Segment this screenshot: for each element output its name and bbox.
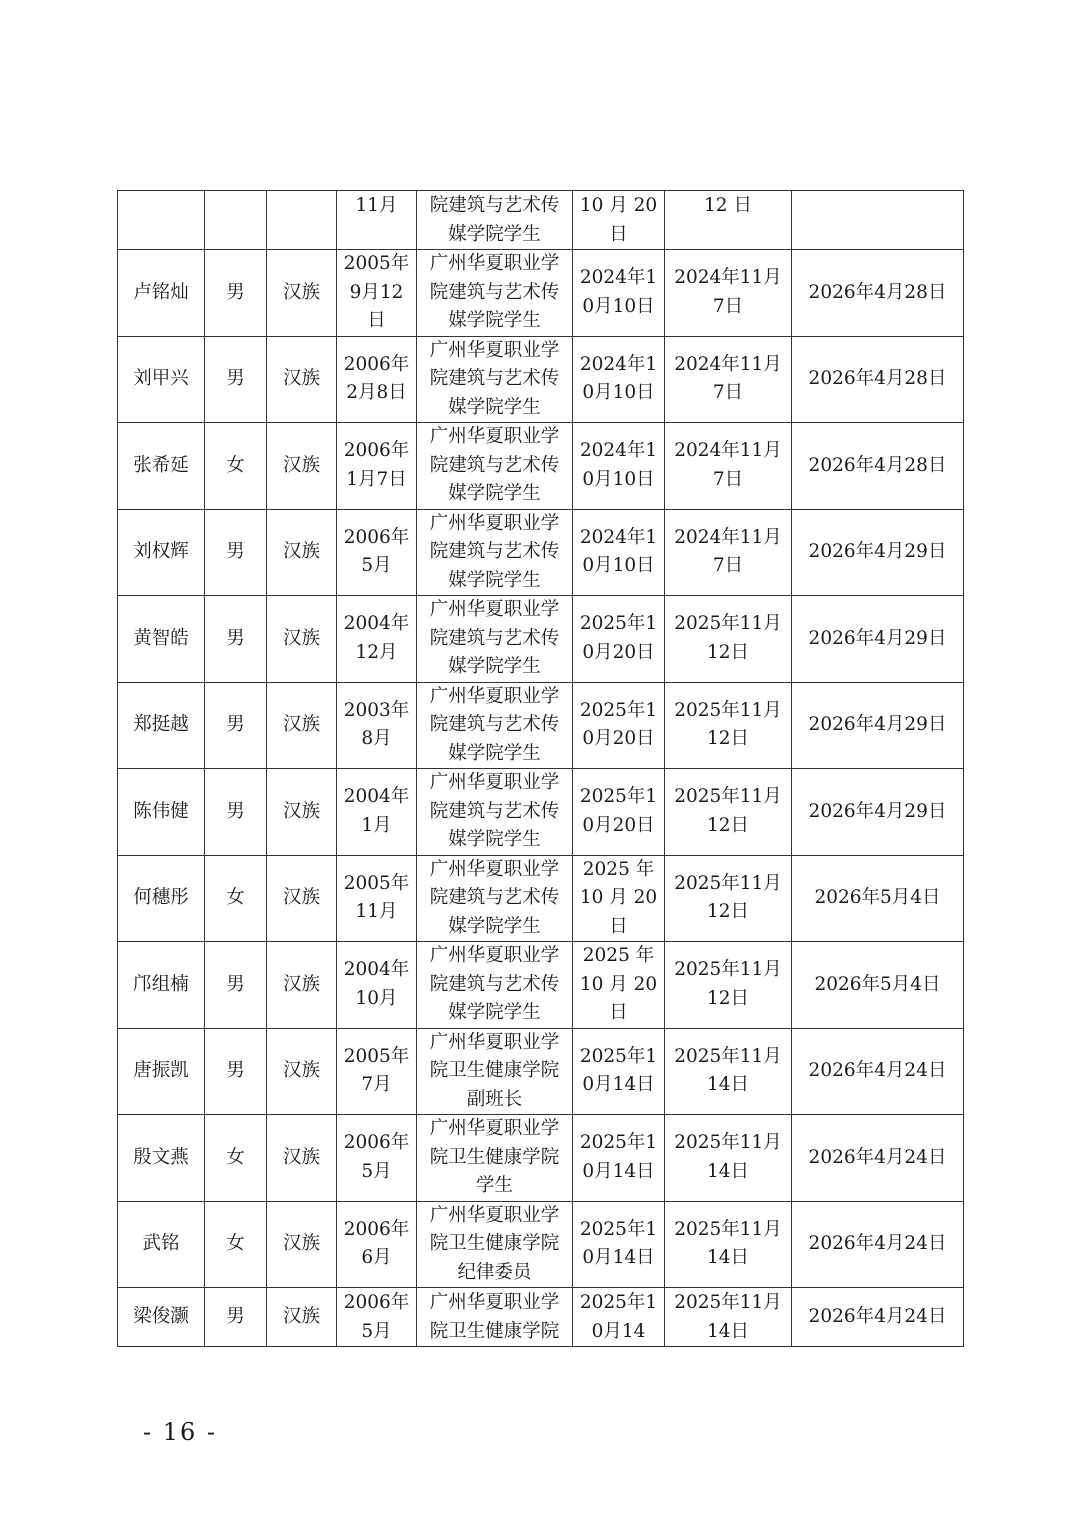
table-row [118,1201,964,1288]
cell-activist-date: 2025年11月12日 [665,769,792,856]
cell-application-date: 2025年10月14日 [573,1201,665,1288]
cell-name: 郑挺越 [118,682,205,769]
cell-birth-date: 2006年1月7日 [337,423,417,510]
cell-name: 唐振凯 [118,1028,205,1115]
cell-application-date: 2025 年 10 月 20 日 [573,942,665,1029]
cell-application-date: 2024年10月10日 [573,509,665,596]
cell-ethnicity: 汉族 [267,509,337,596]
cell-ethnicity: 汉族 [267,336,337,423]
cell-identity: 广州华夏职业学院建筑与艺术传媒学院学生 [417,682,573,769]
cell-completion-date: 2026年5月4日 [792,855,964,942]
cell-gender: 男 [205,596,267,683]
cell-birth-date: 2005年9月12日 [337,250,417,337]
cell-application-date: 2024年10月10日 [573,250,665,337]
cell-birth-date: 2004年12月 [337,596,417,683]
cell-birth-date: 11月 [337,191,417,250]
cell-completion-date: 2026年4月29日 [792,509,964,596]
table-row [118,682,964,769]
cell-birth-date: 2005年11月 [337,855,417,942]
cell-gender [205,191,267,250]
cell-identity: 广州华夏职业学院建筑与艺术传媒学院学生 [417,250,573,337]
cell-application-date: 2025年10月20日 [573,596,665,683]
cell-identity: 院建筑与艺术传媒学院学生 [417,191,573,250]
cell-activist-date: 2025年11月12日 [665,855,792,942]
table-body [118,191,964,1347]
cell-gender: 男 [205,769,267,856]
cell-gender: 女 [205,1115,267,1202]
cell-application-date: 2025年10月20日 [573,682,665,769]
cell-ethnicity: 汉族 [267,682,337,769]
cell-name [118,191,205,250]
cell-identity: 广州华夏职业学院卫生健康学院副班长 [417,1028,573,1115]
cell-activist-date: 2024年11月7日 [665,509,792,596]
cell-gender: 女 [205,1201,267,1288]
cell-ethnicity [267,191,337,250]
cell-name: 张希延 [118,423,205,510]
cell-activist-date: 2025年11月14日 [665,1288,792,1347]
cell-activist-date: 2024年11月7日 [665,423,792,510]
cell-birth-date: 2006年5月 [337,509,417,596]
cell-ethnicity: 汉族 [267,250,337,337]
cell-activist-date: 2025年11月12日 [665,596,792,683]
cell-application-date: 2025年10月14日 [573,1028,665,1115]
cell-completion-date: 2026年5月4日 [792,942,964,1029]
cell-completion-date: 2026年4月24日 [792,1115,964,1202]
cell-birth-date: 2006年6月 [337,1201,417,1288]
cell-gender: 男 [205,942,267,1029]
cell-ethnicity: 汉族 [267,1028,337,1115]
cell-identity: 广州华夏职业学院建筑与艺术传媒学院学生 [417,509,573,596]
cell-gender: 男 [205,336,267,423]
cell-identity: 广州华夏职业学院建筑与艺术传媒学院学生 [417,596,573,683]
cell-ethnicity: 汉族 [267,423,337,510]
cell-completion-date: 2026年4月28日 [792,336,964,423]
cell-name: 梁俊灏 [118,1288,205,1347]
cell-birth-date: 2006年2月8日 [337,336,417,423]
cell-identity: 广州华夏职业学院卫生健康学院学生 [417,1115,573,1202]
cell-name: 刘甲兴 [118,336,205,423]
table-row [118,942,964,1029]
cell-application-date: 2025年10月14 [573,1288,665,1347]
cell-activist-date: 12 日 [665,191,792,250]
cell-completion-date: 2026年4月28日 [792,423,964,510]
cell-name: 邝组楠 [118,942,205,1029]
cell-completion-date [792,191,964,250]
cell-identity: 广州华夏职业学院卫生健康学院 [417,1288,573,1347]
cell-name: 陈伟健 [118,769,205,856]
cell-activist-date: 2025年11月14日 [665,1028,792,1115]
table-row [118,855,964,942]
cell-activist-date: 2025年11月12日 [665,682,792,769]
cell-activist-date: 2025年11月14日 [665,1201,792,1288]
cell-name: 武铭 [118,1201,205,1288]
cell-completion-date: 2026年4月24日 [792,1201,964,1288]
cell-application-date: 10 月 20 日 [573,191,665,250]
cell-completion-date: 2026年4月29日 [792,682,964,769]
table-row [118,336,964,423]
cell-gender: 男 [205,1028,267,1115]
cell-gender: 男 [205,509,267,596]
cell-name: 何穗彤 [118,855,205,942]
cell-completion-date: 2026年4月24日 [792,1028,964,1115]
cell-activist-date: 2025年11月12日 [665,942,792,1029]
cell-identity: 广州华夏职业学院建筑与艺术传媒学院学生 [417,855,573,942]
cell-gender: 男 [205,682,267,769]
cell-application-date: 2024年10月10日 [573,336,665,423]
cell-activist-date: 2024年11月7日 [665,250,792,337]
cell-identity: 广州华夏职业学院建筑与艺术传媒学院学生 [417,336,573,423]
table-row [118,769,964,856]
cell-birth-date: 2005年7月 [337,1028,417,1115]
cell-identity: 广州华夏职业学院卫生健康学院纪律委员 [417,1201,573,1288]
cell-ethnicity: 汉族 [267,942,337,1029]
table-row [118,1115,964,1202]
cell-birth-date: 2004年10月 [337,942,417,1029]
cell-completion-date: 2026年4月28日 [792,250,964,337]
cell-ethnicity: 汉族 [267,596,337,683]
table-row [118,509,964,596]
cell-completion-date: 2026年4月29日 [792,596,964,683]
cell-gender: 女 [205,423,267,510]
cell-application-date: 2025年10月14日 [573,1115,665,1202]
cell-activist-date: 2025年11月14日 [665,1115,792,1202]
table-row [118,423,964,510]
cell-birth-date: 2006年5月 [337,1288,417,1347]
cell-gender: 女 [205,855,267,942]
cell-birth-date: 2004年1月 [337,769,417,856]
cell-name: 殷文燕 [118,1115,205,1202]
cell-gender: 男 [205,250,267,337]
cell-activist-date: 2024年11月7日 [665,336,792,423]
cell-birth-date: 2003年8月 [337,682,417,769]
cell-ethnicity: 汉族 [267,855,337,942]
cell-ethnicity: 汉族 [267,1115,337,1202]
cell-application-date: 2025年10月20日 [573,769,665,856]
table-row [118,1028,964,1115]
table-row [118,191,964,250]
cell-gender: 男 [205,1288,267,1347]
cell-name: 黄智皓 [118,596,205,683]
cell-name: 卢铭灿 [118,250,205,337]
table-row [118,250,964,337]
member-table [117,190,964,1347]
cell-application-date: 2025 年 10 月 20 日 [573,855,665,942]
cell-ethnicity: 汉族 [267,1288,337,1347]
cell-ethnicity: 汉族 [267,769,337,856]
cell-application-date: 2024年10月10日 [573,423,665,510]
table-row [118,1288,964,1347]
cell-identity: 广州华夏职业学院建筑与艺术传媒学院学生 [417,423,573,510]
page-number: - 16 - [143,1418,218,1446]
cell-name: 刘权辉 [118,509,205,596]
cell-ethnicity: 汉族 [267,1201,337,1288]
table-row [118,596,964,683]
cell-completion-date: 2026年4月29日 [792,769,964,856]
cell-completion-date: 2026年4月24日 [792,1288,964,1347]
cell-identity: 广州华夏职业学院建筑与艺术传媒学院学生 [417,769,573,856]
cell-birth-date: 2006年5月 [337,1115,417,1202]
cell-identity: 广州华夏职业学院建筑与艺术传媒学院学生 [417,942,573,1029]
